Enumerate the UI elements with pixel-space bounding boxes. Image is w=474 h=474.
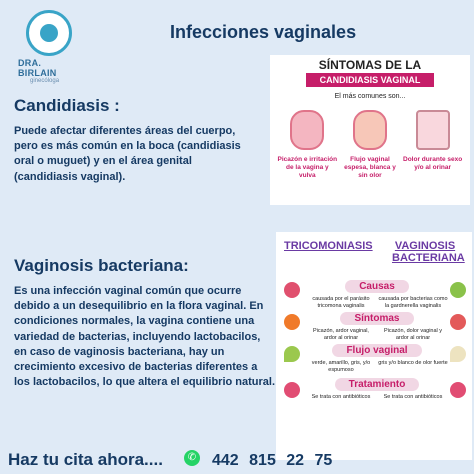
page-title: Infecciones vaginales bbox=[170, 22, 357, 42]
whatsapp-icon[interactable]: ✆ bbox=[184, 450, 200, 466]
pill-icon bbox=[284, 382, 300, 398]
section-tratamiento: Tratamiento Se trata con antibióticos Se trata con antibióticos bbox=[311, 379, 443, 400]
vulva-icon bbox=[290, 110, 324, 150]
section-sintomas: Síntomas Picazón, ardor vaginal, ardor al orinar Picazón, dolor vaginal y ardor al orinar bbox=[313, 313, 443, 341]
bacteria-icon bbox=[284, 282, 300, 298]
section-causas: Causas causada por el parásito tricomona vaginalis causada por bacterias como la gardnerella vaginalis bbox=[312, 281, 448, 309]
symptom-item: Dolor durante sexo y/o al orinar bbox=[403, 110, 463, 180]
discharge-icon bbox=[353, 110, 387, 150]
logo-name: DRA. BIRLAIN bbox=[18, 58, 57, 78]
bed-icon bbox=[416, 110, 450, 150]
tricomoniasis-title: TRICOMONIASIS bbox=[284, 240, 373, 252]
cta-text: Haz tu cita ahora.... bbox=[8, 450, 163, 469]
white-drop-icon bbox=[450, 346, 466, 362]
comparison-card bbox=[276, 232, 472, 460]
section-flujo: Flujo vaginal verde, amarillo, gris, y/o espumoso gris y/o blanco de olor fuerte bbox=[311, 345, 448, 373]
symptoms-title: SÍNTOMAS DE LA bbox=[318, 58, 422, 72]
pain-icon bbox=[450, 314, 466, 330]
fire-icon bbox=[284, 314, 300, 330]
symptom-item: Picazón e irritación de la vagina y vulva bbox=[277, 110, 337, 180]
candidiasis-symptoms-card bbox=[270, 55, 470, 205]
green-drop-icon bbox=[284, 346, 300, 362]
vaginosis-text: Es una infección vaginal común que ocurre debido a un desequilibrio en la flora vaginal. En condiciones normales, la vagina contiene una variedad de bacterias, incluyendo lactobacilos, en caso de vaginosis bacteriana, hay un crecimiento excesivo de bacterias diferentes a los lactobacilos, lo que altera el equilibrio natural. bbox=[14, 285, 276, 389]
logo-subtitle: ginecóloga bbox=[30, 78, 60, 84]
candidiasis-text: Puede afectar diferentes áreas del cuerpo, pero es más común en la boca (candidiasis oral o muguet) y en el área genital (candidiasis vaginal). bbox=[14, 125, 241, 183]
symptom-item: Flujo vaginal espesa, blanca y sin olor bbox=[340, 110, 400, 180]
candidiasis-heading: Candidiasis : bbox=[14, 96, 120, 115]
symptoms-band: CANDIDIASIS VAGINAL bbox=[306, 73, 434, 87]
logo bbox=[18, 10, 82, 84]
vaginosis-heading: Vaginosis bacteriana: bbox=[14, 256, 189, 275]
symptoms-subtitle: El más comunes son... bbox=[334, 93, 406, 100]
phone-number[interactable]: 442 815 22 75 bbox=[212, 452, 333, 469]
germ-icon bbox=[450, 282, 466, 298]
capsule-icon bbox=[450, 382, 466, 398]
vaginosis-title: VAGINOSIS BACTERIANA bbox=[392, 240, 465, 264]
logo-mark-icon bbox=[26, 10, 72, 56]
